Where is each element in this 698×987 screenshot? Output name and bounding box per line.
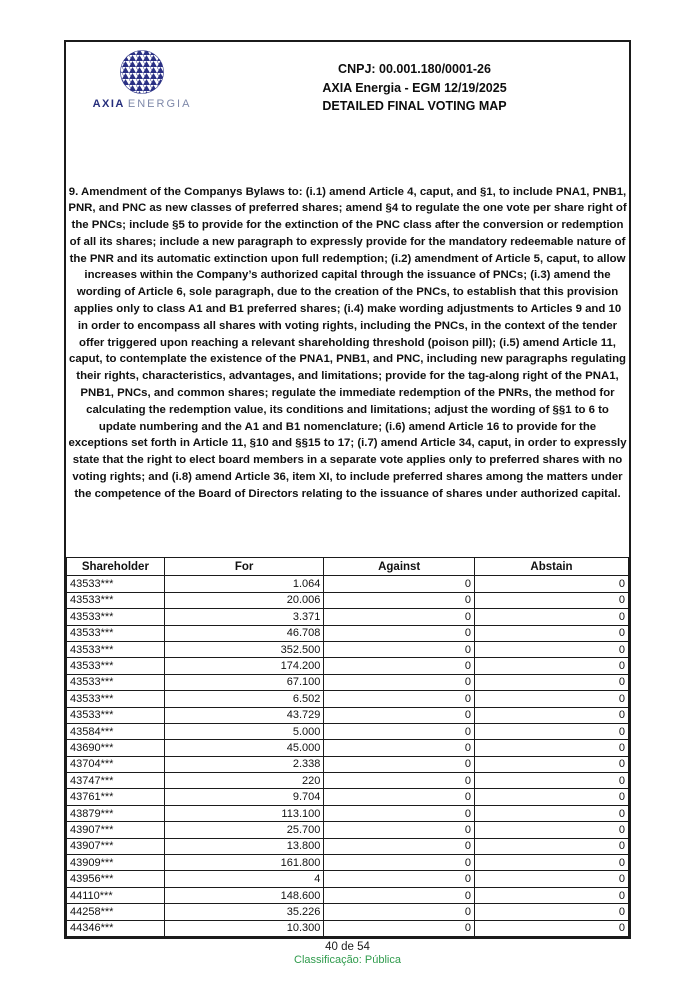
shareholder-cell: 43533*** xyxy=(67,691,165,707)
for-votes-cell: 20.006 xyxy=(164,592,324,608)
voting-table-body xyxy=(67,576,629,937)
for-votes-cell: 161.800 xyxy=(164,855,324,871)
page-number: 40 de 54 xyxy=(325,941,370,953)
table-row xyxy=(67,592,629,608)
document-header xyxy=(66,42,629,116)
shareholder-cell: 43690*** xyxy=(67,740,165,756)
shareholder-cell: 43533*** xyxy=(67,625,165,641)
for-votes-cell: 1.064 xyxy=(164,576,324,592)
against-votes-cell: 0 xyxy=(324,773,475,789)
geodesic-sphere-icon xyxy=(115,49,169,97)
abstain-votes-cell: 0 xyxy=(474,805,628,821)
shareholder-cell: 43533*** xyxy=(67,592,165,608)
table-row xyxy=(67,756,629,772)
abstain-votes-cell: 0 xyxy=(474,855,628,871)
abstain-votes-cell: 0 xyxy=(474,592,628,608)
against-votes-cell: 0 xyxy=(324,609,475,625)
against-votes-cell: 0 xyxy=(324,674,475,690)
for-votes-cell: 67.100 xyxy=(164,674,324,690)
abstain-votes-cell: 0 xyxy=(474,740,628,756)
table-row xyxy=(67,773,629,789)
header-document-title: DETAILED FINAL VOTING MAP xyxy=(322,99,507,113)
shareholder-cell: 43533*** xyxy=(67,609,165,625)
table-row xyxy=(67,691,629,707)
page-footer xyxy=(64,941,631,966)
table-row xyxy=(67,822,629,838)
against-votes-cell: 0 xyxy=(324,756,475,772)
logo-wordmark xyxy=(93,98,192,110)
shareholder-cell: 43533*** xyxy=(67,576,165,592)
shareholder-cell: 43584*** xyxy=(67,723,165,739)
shareholder-cell: 43909*** xyxy=(67,855,165,871)
header-meeting-line: AXIA Energia - EGM 12/19/2025 xyxy=(322,80,507,95)
for-votes-cell: 25.700 xyxy=(164,822,324,838)
abstain-votes-cell: 0 xyxy=(474,773,628,789)
against-votes-cell: 0 xyxy=(324,707,475,723)
axia-logo xyxy=(66,47,218,110)
against-votes-cell: 0 xyxy=(324,691,475,707)
abstain-votes-cell: 0 xyxy=(474,920,628,936)
for-votes-cell: 6.502 xyxy=(164,691,324,707)
for-votes-cell: 45.000 xyxy=(164,740,324,756)
against-votes-cell: 0 xyxy=(324,789,475,805)
abstain-votes-cell: 0 xyxy=(474,674,628,690)
against-votes-cell: 0 xyxy=(324,920,475,936)
shareholder-cell: 43704*** xyxy=(67,756,165,772)
against-votes-cell: 0 xyxy=(324,805,475,821)
for-votes-cell: 4 xyxy=(164,871,324,887)
table-row xyxy=(67,641,629,657)
for-votes-cell: 2.338 xyxy=(164,756,324,772)
abstain-votes-cell: 0 xyxy=(474,904,628,920)
abstain-votes-cell: 0 xyxy=(474,822,628,838)
for-votes-cell: 352.500 xyxy=(164,641,324,657)
table-row xyxy=(67,871,629,887)
column-header-abstain: Abstain xyxy=(474,558,628,576)
table-row xyxy=(67,658,629,674)
against-votes-cell: 0 xyxy=(324,904,475,920)
against-votes-cell: 0 xyxy=(324,723,475,739)
shareholder-cell: 43907*** xyxy=(67,822,165,838)
logo-brand-primary: AXIA xyxy=(92,98,125,110)
table-row xyxy=(67,805,629,821)
table-row xyxy=(67,625,629,641)
shareholder-cell: 44110*** xyxy=(67,887,165,903)
table-row xyxy=(67,838,629,854)
abstain-votes-cell: 0 xyxy=(474,871,628,887)
against-votes-cell: 0 xyxy=(324,641,475,657)
table-row xyxy=(67,855,629,871)
against-votes-cell: 0 xyxy=(324,576,475,592)
abstain-votes-cell: 0 xyxy=(474,641,628,657)
against-votes-cell: 0 xyxy=(324,658,475,674)
for-votes-cell: 13.800 xyxy=(164,838,324,854)
against-votes-cell: 0 xyxy=(324,740,475,756)
shareholder-cell: 43533*** xyxy=(67,707,165,723)
header-cnpj-line: CNPJ: 00.001.180/0001-26 xyxy=(338,62,491,76)
voting-table-header-row xyxy=(67,558,629,576)
table-row xyxy=(67,707,629,723)
table-row xyxy=(67,904,629,920)
column-header-against: Against xyxy=(324,558,475,576)
document-page xyxy=(64,40,631,939)
abstain-votes-cell: 0 xyxy=(474,756,628,772)
table-row xyxy=(67,887,629,903)
abstain-votes-cell: 0 xyxy=(474,887,628,903)
column-header-for: For xyxy=(164,558,324,576)
shareholder-cell: 43879*** xyxy=(67,805,165,821)
for-votes-cell: 113.100 xyxy=(164,805,324,821)
against-votes-cell: 0 xyxy=(324,871,475,887)
column-header-shareholder: Shareholder xyxy=(67,558,165,576)
abstain-votes-cell: 0 xyxy=(474,723,628,739)
table-row xyxy=(67,740,629,756)
table-row xyxy=(67,576,629,592)
abstain-votes-cell: 0 xyxy=(474,789,628,805)
for-votes-cell: 46.708 xyxy=(164,625,324,641)
against-votes-cell: 0 xyxy=(324,887,475,903)
shareholder-cell: 43761*** xyxy=(67,789,165,805)
against-votes-cell: 0 xyxy=(324,592,475,608)
shareholder-cell: 44258*** xyxy=(67,904,165,920)
logo-brand-secondary: ENERGIA xyxy=(127,98,192,110)
agenda-item-text: 9. Amendment of the Companys Bylaws to: (i.1) amend Article 4, caput, and §1, to include PNA1, PNB1, PNR, and PNC as new classes of preferred shares; amend §4 to regulate the one vote per share right of the PNCs; include §5 to provide for the extinction of the PNC class after the conversion or redemption of all its shares; include a new paragraph to expressly provide for the mandatory redeemable nature of the PNR and its automatic extinction upon full redemption; (i.2) amendment of Article 5, caput, to allow increases within the Company’s authorized capital through the issuance of PNCs; (i.3) amend the wording of Article 6, sole paragraph, due to the creation of the PNCs, to establish that this provision applies only to class A1 and B1 preferred shares; (i.4) make wording adjustments to Articles 9 and 10 in order to encompass all shares with voting rights, including the PNCs, in the context of the tender offer triggered upon reaching a relevant shareholding threshold (poison pill); (i.5) amend Article 11, caput, to contemplate the existence of the PNA1, PNB1, and PNC, including new paragraphs regulating their rights, characteristics, advantages, and limitations; provide for the tag-along right of the PNA1, PNB1, PNCs, and common shares; regulate the immediate redemption of the PNRs, the method for calculating the redemption value, its conditions and limitations; adjust the wording of §§1 to 6 to update numbering and the A1 and B1 nomenclature; (i.6) amend Article 16 to provide for the exceptions set forth in Article 11, §10 and §§15 to 17; (i.7) amend Article 34, caput, in order to expressly state that the right to elect board members in a separate vote applies only to preferred shares with no voting rights; and (i.8) amend Article 36, item XI, to include preferred shares among the matters under the competence of the Board of Directors relating to the issuance of shares under authorized capital. xyxy=(68,185,627,500)
for-votes-cell: 220 xyxy=(164,773,324,789)
shareholder-cell: 44346*** xyxy=(67,920,165,936)
against-votes-cell: 0 xyxy=(324,838,475,854)
shareholder-cell: 43956*** xyxy=(67,871,165,887)
against-votes-cell: 0 xyxy=(324,822,475,838)
shareholder-cell: 43747*** xyxy=(67,773,165,789)
for-votes-cell: 43.729 xyxy=(164,707,324,723)
for-votes-cell: 9.704 xyxy=(164,789,324,805)
for-votes-cell: 148.600 xyxy=(164,887,324,903)
against-votes-cell: 0 xyxy=(324,855,475,871)
abstain-votes-cell: 0 xyxy=(474,658,628,674)
table-row xyxy=(67,609,629,625)
abstain-votes-cell: 0 xyxy=(474,707,628,723)
voting-table xyxy=(66,557,629,937)
for-votes-cell: 3.371 xyxy=(164,609,324,625)
table-row xyxy=(67,723,629,739)
table-row xyxy=(67,920,629,936)
abstain-votes-cell: 0 xyxy=(474,625,628,641)
for-votes-cell: 10.300 xyxy=(164,920,324,936)
for-votes-cell: 5.000 xyxy=(164,723,324,739)
for-votes-cell: 35.226 xyxy=(164,904,324,920)
classification-label: Classificação: Pública xyxy=(294,954,401,966)
table-row xyxy=(67,674,629,690)
table-row xyxy=(67,789,629,805)
header-text-block xyxy=(218,47,629,116)
abstain-votes-cell: 0 xyxy=(474,691,628,707)
abstain-votes-cell: 0 xyxy=(474,609,628,625)
shareholder-cell: 43907*** xyxy=(67,838,165,854)
shareholder-cell: 43533*** xyxy=(67,641,165,657)
for-votes-cell: 174.200 xyxy=(164,658,324,674)
shareholder-cell: 43533*** xyxy=(67,674,165,690)
abstain-votes-cell: 0 xyxy=(474,576,628,592)
shareholder-cell: 43533*** xyxy=(67,658,165,674)
abstain-votes-cell: 0 xyxy=(474,838,628,854)
against-votes-cell: 0 xyxy=(324,625,475,641)
